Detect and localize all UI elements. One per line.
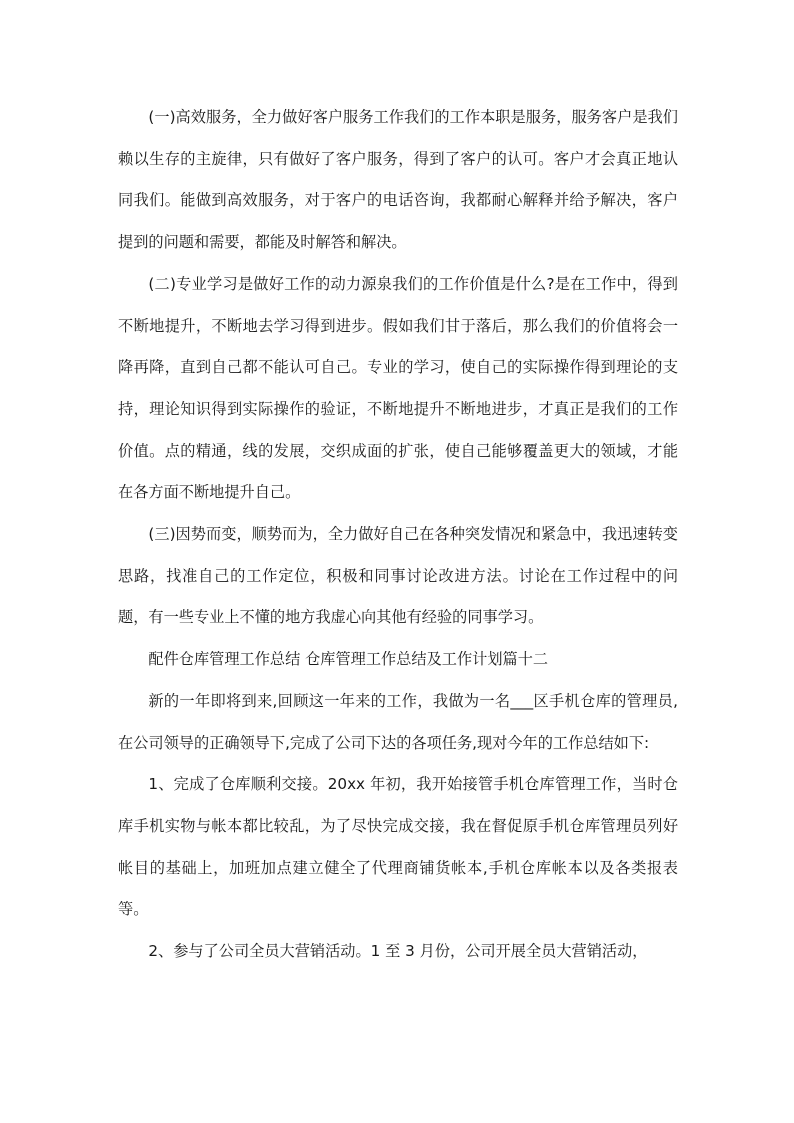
paragraph-study: (二)专业学习是做好工作的动力源泉我们的工作价值是什么?是在工作中，得到不断地提升，不断地去学习得到进步。假如我们甘于落后，那么我们的价值将会一降再降，直到自己都不能认可自己。专业的学习，使自己的实际操作得到理论的支持，理论知识得到实际操作的验证，不断地提升不断地进步，才真正是我们的工作价值。点的精通，线的发展，交织成面的扩张，使自己能够覆盖更大的领域，才能在各方面不断地提升自己。 — [118, 274, 678, 502]
paragraph-service: (一)高效服务，全力做好客户服务工作我们的工作本职是服务，服务客户是我们赖以生存的主旋律，只有做好了客户服务，得到了客户的认可。客户才会真正地认同我们。能做到高效服务，对于客户的电话咨询，我都耐心解释并给予解决，客户提到的问题和需要，都能及时解答和解决。 — [118, 108, 678, 252]
document-body — [118, 97, 678, 973]
section-heading: 配件仓库管理工作总结 仓库管理工作总结及工作计划篇十二 — [148, 650, 549, 669]
paragraph-adapt: (三)因势而变，顺势而为，全力做好自己在各种突发情况和紧急中，我迅速转变思路，找准自己的工作定位，积极和同事讨论改进方法。讨论在工作过程中的问题，有一些专业上不懂的地方我虚心向其他有经验的同事学习。 — [118, 525, 678, 627]
paragraph-item-2: 2、参与了公司全员大营销活动。1 至 3 月份，公司开展全员大营销活动， — [148, 942, 648, 961]
paragraph-intro: 新的一年即将到来,回顾这一年来的工作，我做为一名___区手机仓库的管理员,在公司领导的正确领导下,完成了公司下达的各项任务,现对今年的工作总结如下: — [118, 691, 678, 752]
paragraph-item-1: 1、完成了仓库顺利交接。20xx 年初，我开始接管手机仓库管理工作，当时仓库手机实物与帐本都比较乱，为了尽快完成交接，我在督促原手机仓库管理员列好帐目的基础上，加班加点建立健全了代理商铺货帐本,手机仓库帐本以及各类报表等。 — [118, 775, 678, 919]
